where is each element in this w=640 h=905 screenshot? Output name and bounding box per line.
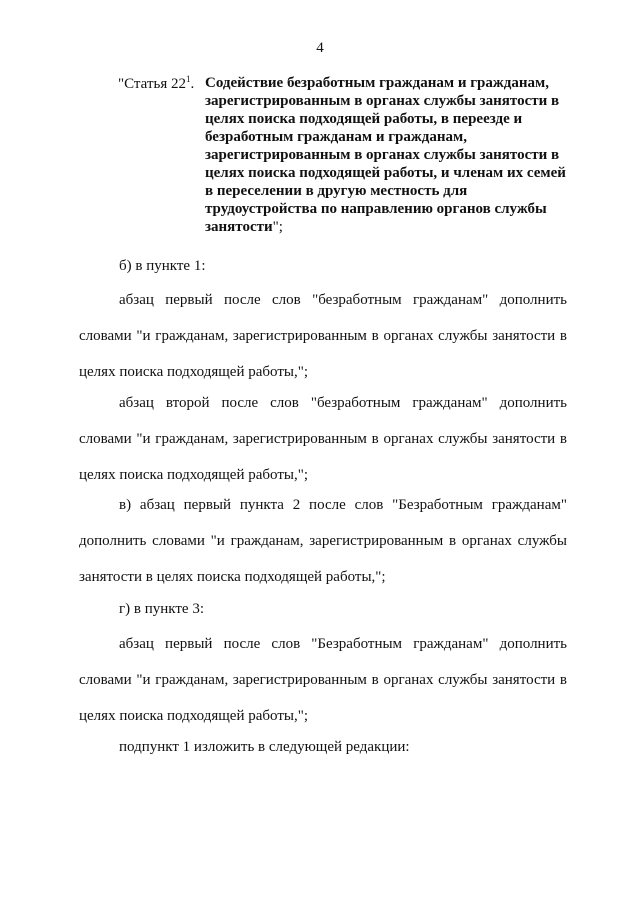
article-title-closing: "; [272, 219, 283, 235]
paragraph-b-second: абзац второй после слов "безработным гражданам" дополнить словами "и гражданам, зарегистрированным в органах службы занятости в целях поиска подходящей работы,"; [79, 395, 567, 483]
article-title [205, 74, 575, 236]
paragraph-b-first: абзац первый после слов "безработным гражданам" дополнить словами "и гражданам, зарегистрированным в органах службы занятости в целях поиска подходящей работы,"; [79, 292, 567, 380]
paragraph-subpoint: подпункт 1 изложить в следующей редакции: [119, 739, 410, 755]
article-label [118, 74, 194, 93]
paragraph-v: в) абзац первый пункта 2 после слов "Безработным гражданам" дополнить словами "и гражданам, зарегистрированным в органах службы занятости в целях поиска подходящей работы,"; [79, 497, 567, 585]
article-label-suffix: . [190, 76, 195, 92]
article-label-superscript: 1 [185, 74, 191, 84]
article-label-prefix: "Статья 22 [118, 76, 186, 92]
page-number: 4 [316, 40, 324, 56]
article-title-text: Содействие безработным гражданам и гражданам, зарегистрированным в органах службы занятости в целях поиска подходящей работы, в переезде и безработным гражданам и гражданам, зарегистрированным в органах службы занятости в целях поиска подходящей работы, и членам их семей в переселении в другую местность для трудоустройства по направлению органов службы занятости [205, 75, 566, 235]
paragraph-g: г) в пункте 3: [119, 601, 205, 617]
paragraph-b: б) в пункте 1: [119, 258, 206, 274]
paragraph-g-first: абзац первый после слов "Безработным гражданам" дополнить словами "и гражданам, зарегистрированным в органах службы занятости в целях поиска подходящей работы,"; [79, 636, 567, 724]
